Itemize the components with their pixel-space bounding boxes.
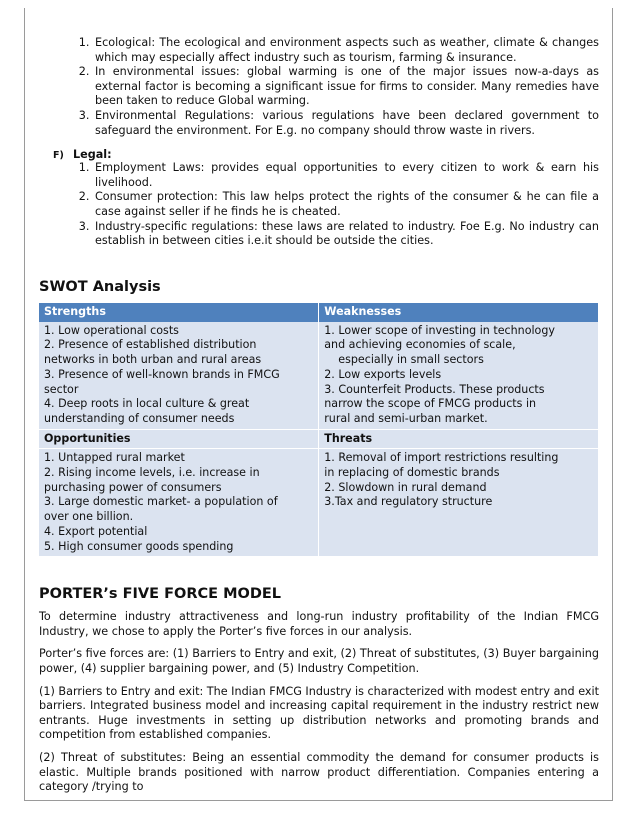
cell-line: 1. Removal of import restrictions resulting <box>324 451 559 465</box>
legal-factors-list <box>39 161 599 249</box>
threats-cell <box>319 449 599 556</box>
opportunities-header: Opportunities <box>39 429 319 449</box>
cell-line: rural and semi-urban market. <box>324 411 488 425</box>
cell-line: 2. Presence of established distribution <box>44 338 257 352</box>
list-item: 2. Consumer protection: This law helps protect the rights of the consumer & he can file a case against seller if he finds he is cheated. <box>93 190 599 219</box>
strengths-header: Strengths <box>39 303 319 322</box>
cell-line: over one billion. <box>44 510 134 524</box>
cell-line: 3. Counterfeit Products. These products <box>324 382 545 396</box>
cell-line: 3. Large domestic market- a population of <box>44 495 278 509</box>
page-content <box>39 36 599 803</box>
porter-heading: PORTER’s FIVE FORCE MODEL <box>39 586 282 603</box>
weaknesses-header: Weaknesses <box>319 303 599 322</box>
cell-line: narrow the scope of FMCG products in <box>324 397 537 411</box>
strengths-cell <box>39 322 319 429</box>
cell-line: 1. Low operational costs <box>44 323 179 337</box>
cell-line: in replacing of domestic brands <box>324 466 500 480</box>
cell-line: 4. Export potential <box>44 524 148 538</box>
cell-line: sector <box>44 382 79 396</box>
opportunities-cell <box>39 449 319 556</box>
list-item: 1. Ecological: The ecological and environment aspects such as weather, climate & changes which may especially affect industry such as tourism, farming & insurance. <box>93 36 599 65</box>
section-letter: F) <box>53 150 64 162</box>
cell-line: purchasing power of consumers <box>44 480 222 494</box>
section-title: Legal: <box>73 148 112 162</box>
document-page <box>24 8 613 801</box>
cell-line: networks in both urban and rural areas <box>44 353 262 367</box>
cell-line: 1. Lower scope of investing in technology <box>324 323 555 337</box>
porter-paragraph: (2) Threat of substitutes: Being an essential commodity the demand for consumer products is elastic. Multiple brands positioned with narrow product differentiation. Companies entering a category /trying to <box>39 751 599 794</box>
cell-line: 5. High consumer goods spending <box>44 539 234 553</box>
swot-heading: SWOT Analysis <box>39 278 161 295</box>
cell-line: 1. Untapped rural market <box>44 451 185 465</box>
swot-table <box>39 303 599 557</box>
environmental-factors-list <box>39 36 599 138</box>
list-item: 3. Industry-specific regulations: these laws are related to industry. Foe E.g. No industry can establish in between cities i.e.it should be outside the cities. <box>93 220 599 249</box>
cell-line: 3. Presence of well-known brands in FMCG <box>44 367 280 381</box>
list-item: 2. In environmental issues: global warming is one of the major issues now-a-days as external factor is becoming a significant issue for firms to consider. Many remedies have been taken to reduce Global warming. <box>93 65 599 109</box>
porter-paragraph: (1) Barriers to Entry and exit: The Indian FMCG Industry is characterized with modest entry and exit barriers. Integrated business model and increasing capital requirement in the industry restrict new entrants. Huge investments in setting up distribution networks and promoting brands and competition from established companies. <box>39 684 599 742</box>
cell-line: 2. Low exports levels <box>324 367 442 381</box>
cell-line: especially in small sectors <box>338 353 484 367</box>
list-item: 3. Environmental Regulations: various regulations have been declared government to safeguard the environment. For E.g. no company should throw waste in rivers. <box>93 109 599 138</box>
cell-line: 4. Deep roots in local culture & great <box>44 397 250 411</box>
cell-line: 2. Rising income levels, i.e. increase in <box>44 466 260 480</box>
cell-line: understanding of consumer needs <box>44 411 235 425</box>
cell-line: 3.Tax and regulatory structure <box>324 495 493 509</box>
cell-line: and achieving economies of scale, <box>324 338 516 352</box>
threats-header: Threats <box>319 429 599 449</box>
weaknesses-cell <box>319 322 599 429</box>
porter-paragraph: Porter’s five forces are: (1) Barriers to Entry and exit, (2) Threat of substitutes, (3) Buyer bargaining power, (4) supplier bargaining power, and (5) Industry Competition. <box>39 647 599 676</box>
list-item: 1. Employment Laws: provides equal opportunities to every citizen to work & earn his livelihood. <box>93 161 599 190</box>
cell-line: 2. Slowdown in rural demand <box>324 480 487 494</box>
porter-paragraph: To determine industry attractiveness and long-run industry profitability of the Indian FMCG Industry, we chose to apply the Porter’s five forces in our analysis. <box>39 610 599 638</box>
legal-heading <box>53 148 599 161</box>
